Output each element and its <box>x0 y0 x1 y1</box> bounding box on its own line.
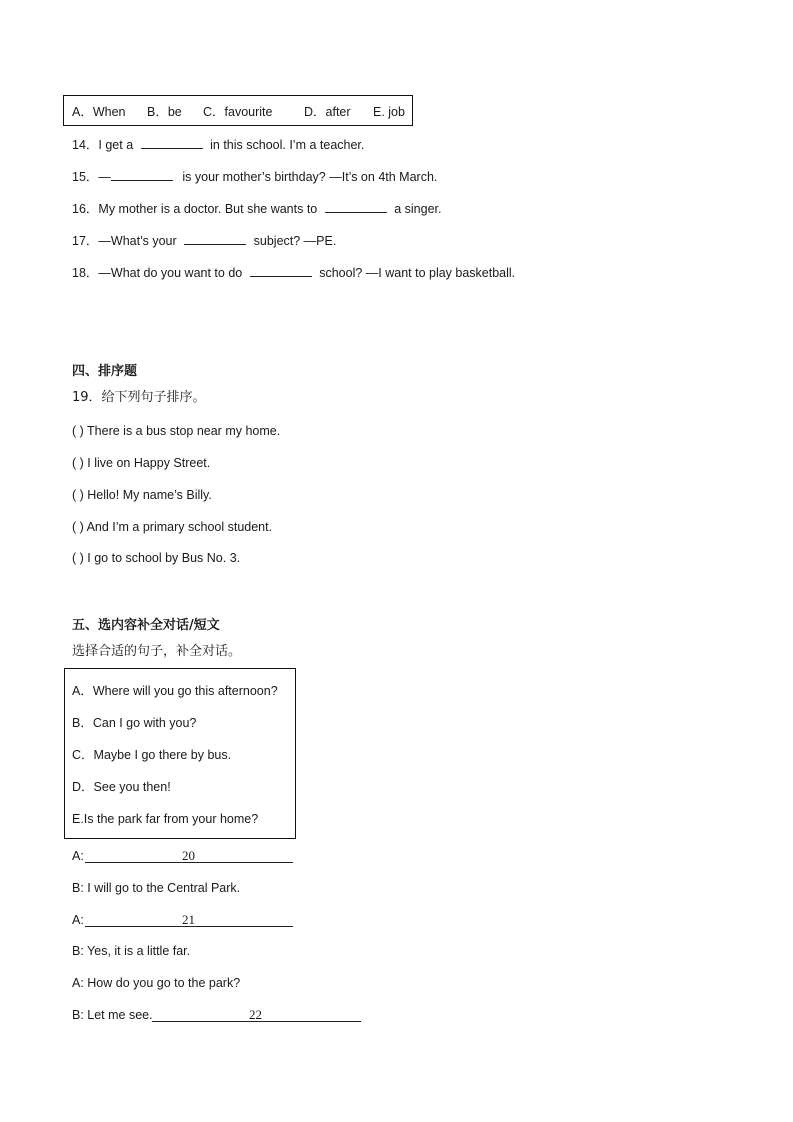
section-4-heading: 四、排序题 <box>72 364 138 379</box>
word-bank-box <box>63 95 413 126</box>
sentence-option-d: D．See you then! <box>72 780 171 794</box>
sentence-options-box <box>64 668 296 839</box>
dialogue-a2-label: A: <box>72 913 84 927</box>
dialogue-a3: A: How do you go to the park? <box>72 976 241 990</box>
answer-blank-18[interactable] <box>250 264 312 277</box>
answer-blank-17[interactable] <box>184 232 246 245</box>
section-5-instruction: 选择合适的句子，补全对话。 <box>72 644 242 659</box>
dialogue-b2: B: Yes, it is a little far. <box>72 944 191 958</box>
section-5-heading: 五、选内容补全对话/短文 <box>72 618 220 633</box>
blank-number-20: 20 <box>182 848 195 863</box>
question-16: 16．My mother is a doctor. But she wants to a singer. <box>72 202 442 216</box>
sentence-option-b: B．Can I go with you? <box>72 716 197 730</box>
ordering-item[interactable]: ( ) And I’m a primary school student. <box>72 520 273 534</box>
word-option-a: A．When <box>72 105 126 119</box>
sentence-option-e: E.Is the park far from your home? <box>72 812 259 826</box>
sentence-option-a: A．Where will you go this afternoon? <box>72 684 278 698</box>
question-18: 18．—What do you want to do school? —I want to play basketball. <box>72 266 516 280</box>
question-19: 19．给下列句子排序。 <box>72 390 206 405</box>
answer-blank-15[interactable] <box>111 168 173 181</box>
dialogue-a1-label: A: <box>72 849 84 863</box>
question-15: 15．— is your mother’s birthday? —It’s on 4th March. <box>72 170 438 184</box>
ordering-item[interactable]: ( ) There is a bus stop near my home. <box>72 424 281 438</box>
answer-blank-14[interactable] <box>141 136 203 149</box>
ordering-item[interactable]: ( ) I go to school by Bus No. 3. <box>72 551 241 565</box>
dialogue-b3-label: B: Let me see. <box>72 1008 153 1022</box>
word-option-b: B．be <box>147 105 182 119</box>
question-17: 17．—What’s your subject? —PE. <box>72 234 337 248</box>
answer-blank-16[interactable] <box>325 200 387 213</box>
ordering-item[interactable]: ( ) Hello! My name’s Billy. <box>72 488 212 502</box>
word-option-e: E. job <box>373 105 405 119</box>
word-option-c: C．favourite <box>203 105 273 119</box>
sentence-option-c: C．Maybe I go there by bus. <box>72 748 232 762</box>
dialogue-b1: B: I will go to the Central Park. <box>72 881 241 895</box>
word-option-d: D．after <box>304 105 351 119</box>
ordering-item[interactable]: ( ) I live on Happy Street. <box>72 456 211 470</box>
blank-number-21: 21 <box>182 912 195 927</box>
question-14: 14．I get a in this school. I’m a teacher. <box>72 138 365 152</box>
blank-number-22: 22 <box>249 1007 262 1022</box>
